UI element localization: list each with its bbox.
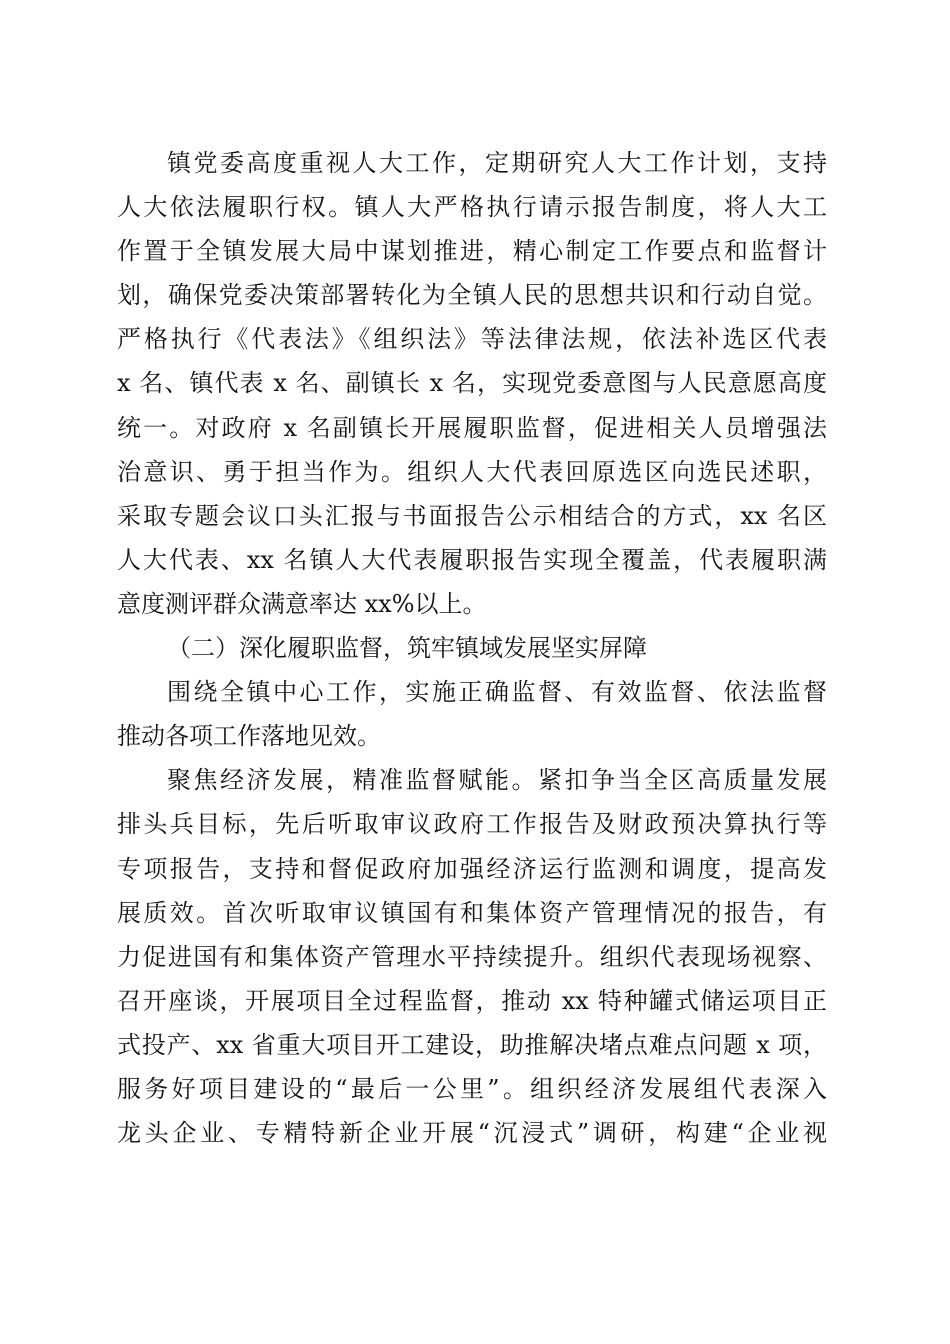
paragraph-line: 服务好项目建设的“最后一公里”。组织经济发展组代表深入 (117, 1074, 827, 1103)
paragraph-line: 严格执行《代表法》《组织法》等法律法规，依法补选区代表 (117, 325, 827, 354)
paragraph-line: 聚焦经济发展，精准监督赋能。紧扣争当全区高质量发展 (167, 766, 827, 795)
paragraph-line: 作置于全镇发展大局中谋划推进，精心制定工作要点和监督计 (117, 237, 827, 266)
paragraph-line: 围绕全镇中心工作，实施正确监督、有效监督、依法监督 (167, 678, 827, 707)
document-body (117, 141, 827, 1155)
paragraph-line: 采取专题会议口头汇报与书面报告公示相结合的方式，xx 名区 (117, 501, 827, 530)
paragraph-line: 式投产、xx 省重大项目开工建设，助推解决堵点难点问题 x 项， (117, 1030, 827, 1059)
paragraph-line: 人大代表、xx 名镇人大代表履职报告实现全覆盖，代表履职满 (117, 545, 827, 574)
paragraph-line: 排头兵目标，先后听取审议政府工作报告及财政预决算执行等 (117, 810, 827, 839)
paragraph-line: 力促进国有和集体资产管理水平持续提升。组织代表现场视察、 (117, 942, 827, 971)
paragraph-line: x 名、镇代表 x 名、副镇长 x 名，实现党委意图与人民意愿高度 (117, 369, 827, 398)
paragraph-line: 治意识、勇于担当作为。组织人大代表回原选区向选民述职， (117, 457, 827, 486)
section-heading: （二）深化履职监督，筑牢镇域发展坚实屏障 (167, 634, 647, 663)
paragraph-line: 龙头企业、专精特新企业开展“沉浸式”调研，构建“企业视 (117, 1119, 827, 1148)
paragraph-line: 专项报告，支持和督促政府加强经济运行监测和调度，提高发 (117, 854, 827, 883)
paragraph-line: 召开座谈，开展项目全过程监督，推动 xx 特种罐式储运项目正 (117, 986, 827, 1015)
paragraph-line: 推动各项工作落地见效。 (117, 722, 381, 751)
paragraph-line: 意度测评群众满意率达 xx%以上。 (117, 589, 487, 618)
paragraph-line: 划，确保党委决策部署转化为全镇人民的思想共识和行动自觉。 (117, 281, 827, 310)
paragraph-line: 人大依法履职行权。镇人大严格执行请示报告制度，将人大工 (117, 193, 827, 222)
paragraph-line: 展质效。首次听取审议镇国有和集体资产管理情况的报告，有 (117, 898, 827, 927)
paragraph-line: 统一。对政府 x 名副镇长开展履职监督，促进相关人员增强法 (117, 413, 827, 442)
paragraph-line: 镇党委高度重视人大工作，定期研究人大工作计划，支持 (167, 149, 827, 177)
